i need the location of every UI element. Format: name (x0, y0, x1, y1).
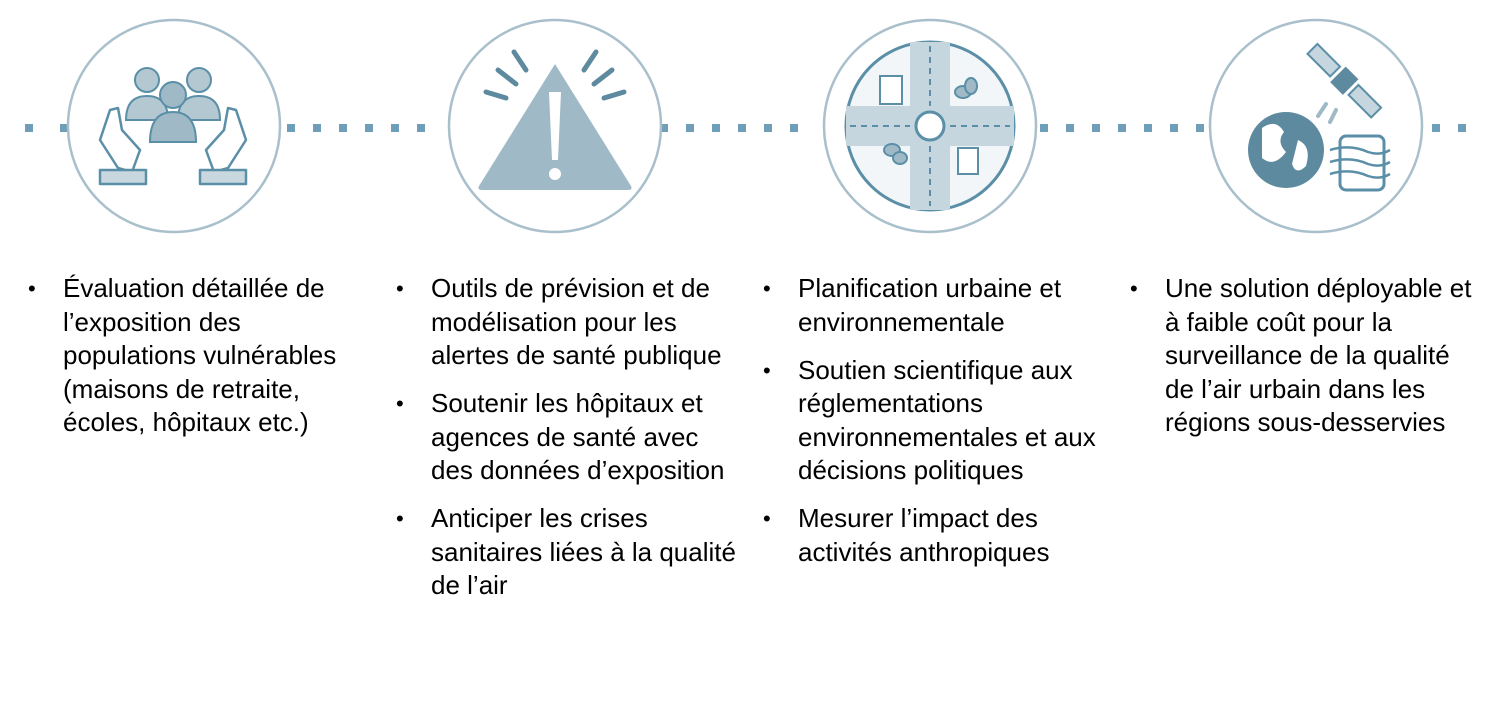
list-item: • Mesurer l’impact des activités anthropiques (763, 502, 1108, 569)
list-item: • Soutien scientifique aux réglementations environnementales et aux décisions politiques (763, 354, 1108, 488)
bullet-list (396, 272, 741, 603)
column-low-cost-monitoring (1130, 272, 1475, 440)
urban-crossroad-icon (824, 20, 1036, 232)
column-urban-planning (763, 272, 1108, 584)
list-item: • Anticiper les crises sanitaires liées à la qualité de l’air (396, 502, 741, 603)
list-item: • Une solution déployable et à faible coût pour la surveillance de la qualité de l’air urbain dans les régions sous-desservies (1130, 272, 1475, 440)
bullet-list (28, 272, 373, 440)
column-population-exposure (28, 272, 373, 440)
list-item: • Planification urbaine et environnementale (763, 272, 1108, 339)
bullet-list (763, 272, 1108, 569)
list-item: • Soutenir les hôpitaux et agences de santé avec des données d’exposition (396, 387, 741, 488)
timeline (0, 0, 1500, 260)
column-public-health (396, 272, 741, 617)
list-item: • Outils de prévision et de modélisation pour les alertes de santé publique (396, 272, 741, 373)
list-item: • Évaluation détaillée de l’exposition des populations vulnérables (maisons de retraite, écoles, hôpitaux etc.) (28, 272, 373, 440)
people-care-icon (68, 20, 280, 232)
bullet-list (1130, 272, 1475, 440)
warning-triangle-icon (449, 20, 661, 232)
satellite-earth-icon (1210, 20, 1422, 232)
